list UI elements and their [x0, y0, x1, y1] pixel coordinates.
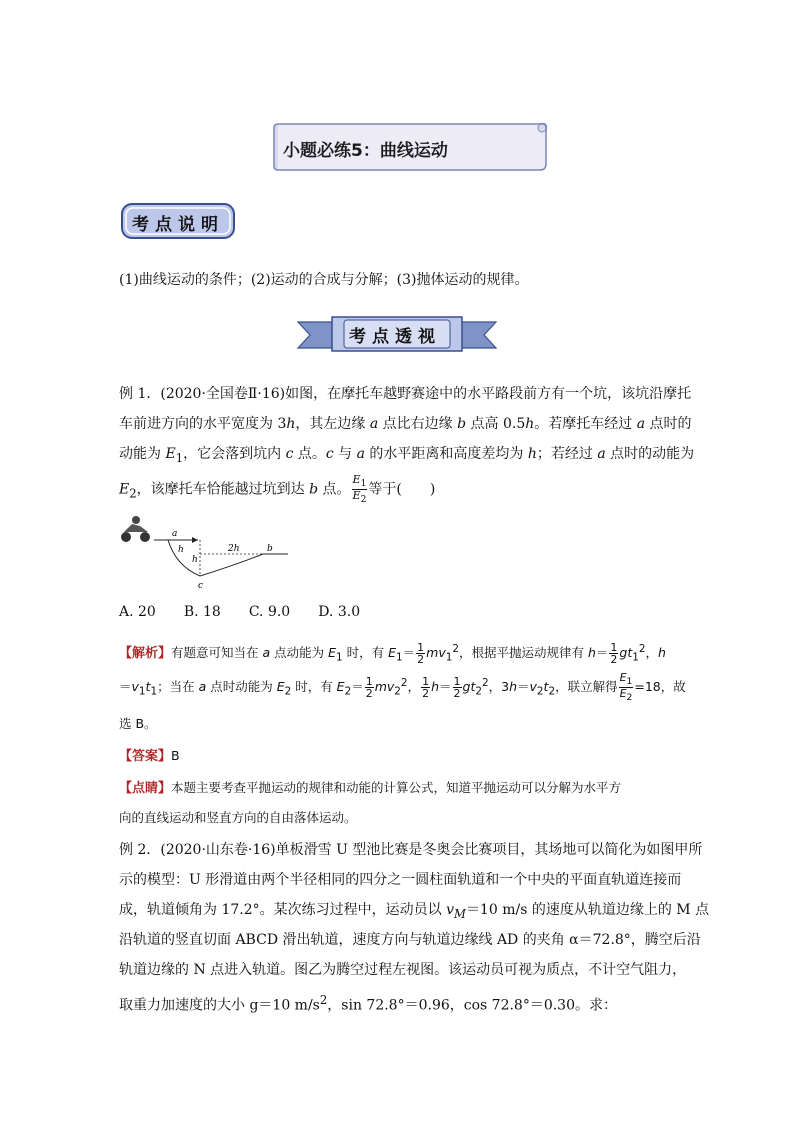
- section-badge-explain-label: 考点说明: [132, 215, 224, 235]
- motorbike-icon: [121, 516, 150, 542]
- label-h-vertical: h: [192, 555, 198, 565]
- example1-line1: 例 1．(2020·全国卷Ⅱ·16)如图，在摩托车越野赛途中的水平路段前方有一个坑，该坑沿摩托: [119, 386, 692, 402]
- label-2h: 2h: [228, 544, 240, 554]
- example2-line6: 取重力加速度的大小 g＝10 $m/s^2$，sin 72.8°＝0.96，cos 72.8°＝0.30。求：: [119, 993, 618, 1014]
- motorbike-pit-diagram: [118, 514, 293, 594]
- section-badge-insight-label: 考点透视: [349, 327, 441, 347]
- analysis-line1: 【解析】有题意可知当在 a 点动能为 $E_1$ 时，有 $E_1=$ $\frac{1}{2}$ $mv_1^2$，根据平抛运动规律有 h＝ $\frac{1}{2}$ $gt_1^2$，h: [119, 641, 666, 667]
- label-a: a: [172, 529, 178, 539]
- example1-line4: $E_2$，该摩托车恰能越过坑到达 b 点。 $\frac{E_1}{E_2}$ 等于( ): [119, 473, 436, 506]
- label-h-horizontal: h: [178, 545, 184, 555]
- label-c: c: [198, 581, 204, 591]
- label-b: b: [267, 544, 273, 554]
- example1-line3: 动能为 $E_1$，它会落到坑内 c 点。c 与 a 的水平距离和高度差均为 h；若经过 a 点时的动能为: [119, 446, 695, 465]
- example2-line1: 例 2．(2020·山东卷·16)单板滑雪 U 型池比赛是冬奥会比赛项目，其场地可以简化为如图甲所: [119, 842, 703, 858]
- analysis-line2: $=v_1t_1$；当在 a 点时动能为 $E_2$ 时，有 $E_2=$ $\frac{1}{2}$ $mv_2^2$， $\frac{1}{2}$ h＝ $\frac{1}{2}$ $gt_2^2$，$3h=v_2t_2$，联立解得 $\frac{E_1}{E_2}$ =18，故: [119, 670, 686, 704]
- points-text: (1)曲线运动的条件；(2)运动的合成与分解；(3)抛体运动的规律。: [119, 272, 529, 288]
- comment-line1: 【点睛】本题主要考查平抛运动的规律和动能的计算公式，知道平抛运动可以分解为水平方: [119, 780, 622, 796]
- example1-line2: 车前进方向的水平宽度为 3h，其左边缘 a 点比右边缘 b 点高 0.5h。若摩托车经过 a 点时的: [119, 416, 692, 432]
- analysis-line3: 选 B。: [119, 716, 157, 731]
- page-title: 小题必练5：曲线运动: [283, 141, 448, 161]
- answer-line: 【答案】B: [119, 748, 180, 764]
- comment-line2: 向的直线运动和竖直方向的自由落体运动。: [119, 810, 357, 825]
- example2-line4: 沿轨道的竖直切面 ABCD 滑出轨道，速度方向与轨道边缘线 AD 的夹角 α＝72.8°，腾空后沿: [119, 932, 701, 948]
- example2-line2: 示的模型：U 形滑道由两个半径相同的四分之一圆柱面轨道和一个中央的平面直轨道连接而: [119, 872, 682, 888]
- example2-line5: 轨道边缘的 N 点进入轨道。图乙为腾空过程左视图。该运动员可视为质点，不计空气阻力，: [119, 962, 687, 978]
- example2-line3: 成，轨道倾角为 17.2°。某次练习过程中，运动员以 $v_M=10$ m/s 的速度从轨道边缘上的 M 点: [119, 902, 710, 921]
- example1-options: A. 20 B. 18 C. 9.0 D. 3.0: [119, 604, 361, 620]
